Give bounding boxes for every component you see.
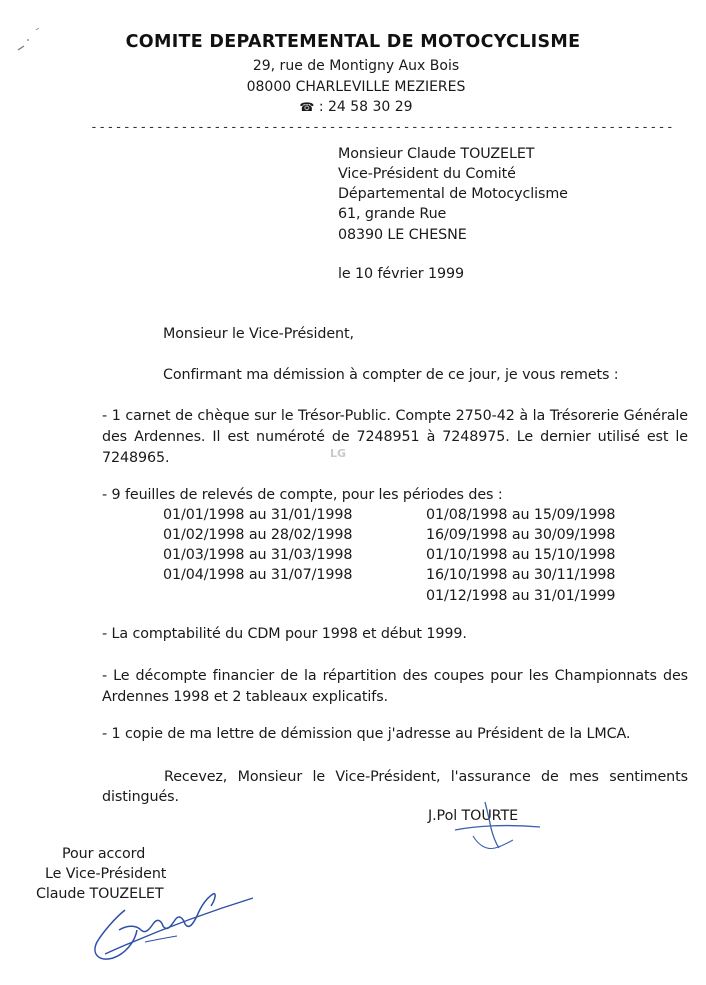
- signature-tourte: [415, 796, 545, 856]
- item-statements: - 9 feuilles de relevés de compte, pour les périodes des :: [102, 487, 503, 503]
- separator-rule: -----------------------------------------------------------------------: [90, 120, 675, 135]
- period-left: 01/01/1998 au 31/01/1998: [163, 507, 353, 523]
- faint-stamp: LG: [330, 447, 347, 460]
- telephone-icon: ☎: [299, 100, 315, 114]
- salutation: Monsieur le Vice-Président,: [163, 326, 354, 342]
- item-cups: - Le décompte financier de la répartition des coupes pour les Championnats des Ardennes 1998 et 2 tableaux explicatifs.: [102, 668, 688, 705]
- signer-name: J.Pol TOURTE: [428, 808, 519, 824]
- period-right: 01/10/1998 au 15/10/1998: [426, 547, 616, 563]
- item-resignation-copy: - 1 copie de ma lettre de démission que j'adresse au Président de la LMCA.: [102, 726, 631, 742]
- recipient-line: Monsieur Claude TOUZELET: [338, 146, 535, 162]
- approval-line: Claude TOUZELET: [36, 886, 164, 902]
- item-checkbook: - 1 carnet de chèque sur le Trésor-Public. Compte 2750-42 à la Trésorerie Générale des Ardennes. Il est numéroté de 7248951 à 7248975. Le dernier utilisé est le 7248965.: [102, 408, 688, 466]
- period-right: 16/10/1998 au 30/11/1998: [426, 567, 616, 583]
- period-left: 01/03/1998 au 31/03/1998: [163, 547, 353, 563]
- address-line-1: 29, rue de Montigny Aux Bois: [252, 58, 460, 74]
- period-left: 01/04/1998 au 31/07/1998: [163, 567, 353, 583]
- committee-title: COMITE DEPARTEMENTAL DE MOTOCYCLISME: [125, 32, 581, 52]
- period-right: 01/08/1998 au 15/09/1998: [426, 507, 616, 523]
- period-right: 01/12/1998 au 31/01/1999: [426, 588, 616, 604]
- phone-line: [0, 99, 706, 115]
- approval-line: Pour accord: [62, 846, 146, 862]
- recipient-line: Départemental de Motocyclisme: [338, 186, 568, 202]
- recipient-line: Vice-Président du Comité: [338, 166, 516, 182]
- letter-date: le 10 février 1999: [338, 266, 464, 282]
- recipient-line: 61, grande Rue: [338, 206, 447, 222]
- recipient-line: 08390 LE CHESNE: [338, 227, 467, 243]
- signature-touzelet: [85, 880, 260, 970]
- phone-number: : 24 58 30 29: [318, 99, 413, 115]
- intro-paragraph: Confirmant ma démission à compter de ce jour, je vous remets :: [163, 367, 619, 383]
- item-accounting: - La comptabilité du CDM pour 1998 et début 1999.: [102, 626, 467, 642]
- closing-paragraph: Recevez, Monsieur le Vice-Président, l'assurance de mes sentiments distingués.: [102, 769, 688, 805]
- period-right: 16/09/1998 au 30/09/1998: [426, 527, 616, 543]
- address-line-2: 08000 CHARLEVILLE MEZIERES: [246, 79, 466, 95]
- period-left: 01/02/1998 au 28/02/1998: [163, 527, 353, 543]
- approval-line: Le Vice-Président: [45, 866, 167, 882]
